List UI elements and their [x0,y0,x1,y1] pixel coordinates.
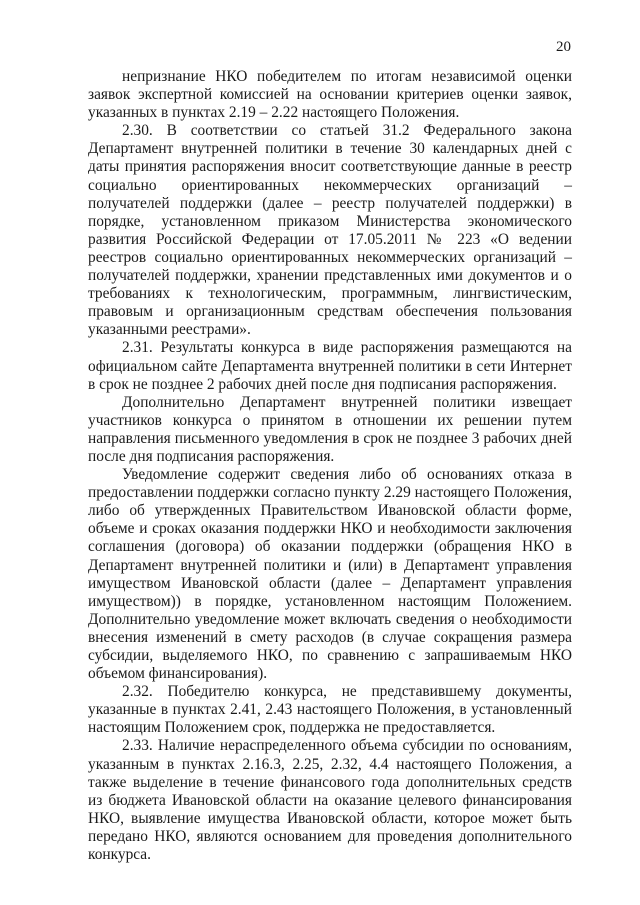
paragraph-notice-contents: Уведомление содержит сведения либо об основаниях отказа в предоставлении поддержки согласно пункту 2.29 настоящего Положения, либо об утвержденных Правительством Ивановской области форме, объеме и сроках оказания поддержки НКО и необходимости заключения соглашения (договора) об оказании поддержки (обращения НКО в Департамент внутренней политики и (или) в Департамент управления имуществом Ивановской области (далее – Департамент управления имуществом)) в порядке, установленном настоящим Положением. Дополнительно уведомление может включать сведения о необходимости внесения изменений в смету расходов (в случае сокращения размера субсидии, выделяемого НКО, по сравнению с запрашиваемым НКО объемом финансирования). [88,466,572,683]
paragraph-2-31: 2.31. Результаты конкурса в виде распоряжения размещаются на официальном сайте Департамента внутренней политики в сети Интернет в срок не позднее 2 рабочих дней после дня подписания распоряжения. [88,339,572,393]
paragraph-2-30: 2.30. В соответствии со статьей 31.2 Федерального закона Департамент внутренней политики в течение 30 календарных дней с даты принятия распоряжения вносит соответствующие данные в реестр социально ориентированных некоммерческих организаций – получателей поддержки (далее – реестр получателей поддержки) в порядке, установленном приказом Министерства экономического развития Российской Федерации от 17.05.2011 № 223 «О ведении реестров социально ориентированных некоммерческих организаций – получателей поддержки, хранении представленных ими документов и о требованиях к технологическим, программным, лингвистическим, правовым и организационным средствам обеспечения пользования указанными реестрами». [88,122,572,339]
page-number: 20 [556,39,571,55]
paragraph-continuation: непризнание НКО победителем по итогам независимой оценки заявок экспертной комиссией на основании критериев оценки заявок, указанных в пунктах 2.19 – 2.22 настоящего Положения. [88,68,572,122]
paragraph-2-33: 2.33. Наличие нераспределенного объема субсидии по основаниям, указанным в пунктах 2.16.3, 2.25, 2.32, 4.4 настоящего Положения, а также выделение в течение финансового года дополнительных средств из бюджета Ивановской области на оказание целевого финансирования НКО, выявление имущества Ивановской области, которое может быть передано НКО, являются основанием для проведения дополнительного конкурса. [88,737,572,864]
paragraph-2-32: 2.32. Победителю конкурса, не представившему документы, указанные в пунктах 2.41, 2.43 настоящего Положения, в установленный настоящим Положением срок, поддержка не предоставляется. [88,683,572,737]
paragraph-additional-notice: Дополнительно Департамент внутренней политики извещает участников конкурса о принятом в отношении их решении путем направления письменного уведомления в срок не позднее 3 рабочих дней после дня подписания распоряжения. [88,393,572,465]
document-body [88,68,572,864]
